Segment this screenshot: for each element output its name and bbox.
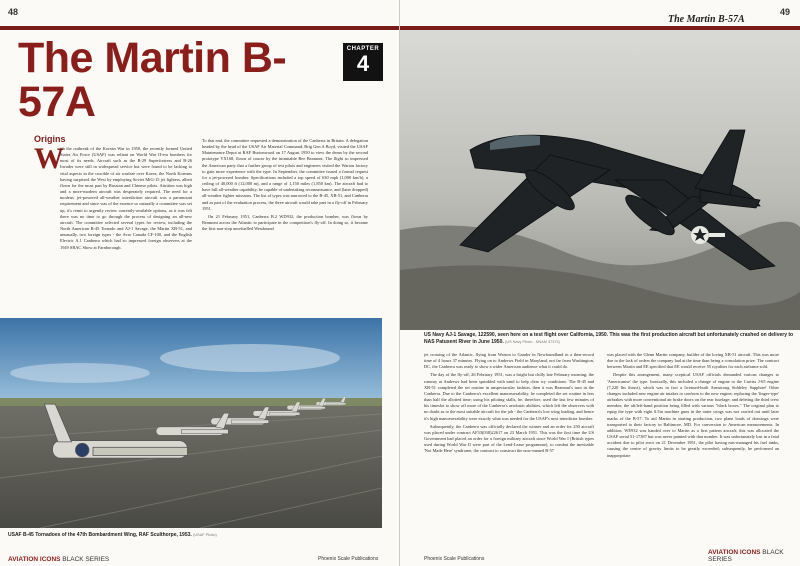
- paragraph: Subsequently, the Canberra was officially declared the winner and an order for 250 aircraft was placed under contract AF33(038)22617 on 23 March 1951. This was the first time the US Government had placed an order for a foreign military aircraft since World War I (British types used during World War II were part of the Lend-Lease programme), to combat the inevitable 'Not Made Here' syndrome, the contract to construct the now-named B-57: [424, 423, 594, 454]
- running-head: The Martin B-57A: [668, 14, 745, 25]
- paragraph: The day of the fly-off, 26 February 1951, was a bright but chilly late February morning; the runway at Andrews had been sprinkled with sand to help clear icy conditions. The B-45 and XB-51 completed the set routine in unspectacular fashion, then it was Beamont's turn in the Canberra. Due to the Canberra's excellent manoeuvrability, he completed the set routine in less than half the allotted time; using his piloting skills, he, therefore, used the last few minutes of his timeslot to show off more of the Canberra's aerobatic abilities, which left the observers with no doubt as to the most suitable aircraft for the job - the Canberra's low wing loading, and hence it's high manoeuvrability were exactly what was needed for the USAF's next interdictor bomber.: [424, 372, 594, 421]
- series-brand: [708, 549, 800, 563]
- aj1-savage-photo: [400, 30, 800, 330]
- chapter-title: The Martin B-57A: [18, 34, 287, 126]
- chapter-label: CHAPTER: [346, 46, 380, 52]
- photo-caption: [424, 332, 794, 346]
- accent-bar: [0, 26, 400, 30]
- b45-tornado-photo: [0, 318, 382, 528]
- caption-text: US Navy AJ-1 Savage, 122590, seen here on a test flight over California, 1950. This was the first production aircraft but unfortunately crashed on delivery to NAS Patuxent River in June 1950.: [424, 332, 794, 345]
- brand-name: AVIATION ICONS: [8, 556, 61, 563]
- savage-aircraft-image: [400, 30, 800, 330]
- brand-series: BLACK SERIES: [708, 549, 784, 563]
- photo-caption: [8, 532, 378, 539]
- section-heading: Origins: [34, 134, 66, 144]
- paragraph: ith the outbreak of the Korean War in 1950, the recently formed United States Air Force (USAF) was reliant on World War II-era bombers for most of its needs. Aircraft such as the B-29 Superfortress and B-26 Invader were still in widespread service but were found to be lacking to vital aspects in the crucible of air warfare over Korea, the North Koreans having surprised the West by employing Soviet MiG-15 jet fighters, albeit flown for the most part by Russian and Chinese pilots. Attrition was high and a more-modern aircraft was desperately required. The need for a modern, jet-powered all-weather interdiction aircraft was a paramount requirement and since was of the essence so naturally a committee was set up, it's remit to urgently review currently-available options, as it was felt there was no time to go through the process of designing an all-new aircraft. The committee selected several types for review, including the North American B-45 Tornado and AJ-1 Savage, the Martin XB-51, and unusually, two foreign types - the Avro Canada CF-100, and the English Electric A.1 Canberra which had so impressed foreign observers at the 1949 SBAC Show at Farnborough.: [60, 146, 192, 250]
- right-page: [400, 0, 800, 566]
- text-column-2: [202, 138, 368, 314]
- page-number: 48: [8, 7, 19, 17]
- chapter-number: 4: [356, 51, 370, 76]
- paragraph: was placed with the Glenn Martin company, builder of the loving XB-51 aircraft. This was more due to the lack of orders the company had at the time than being a consolation prize. The contract between Martin and EE specified that EE would receive 55 royalties for each airframe sold.: [607, 352, 779, 370]
- brand-name: AVIATION ICONS: [708, 549, 761, 556]
- publisher: Phoenix Scale Publications: [424, 556, 485, 562]
- paragraph: On 21 February 1951, Canberra B.2 WD932, the production bomber, was flown by Beamont across the Atlantic to participate in the competition's fly-off. In doing so, it became the first non-stop unrefuelled Westbound: [202, 213, 368, 232]
- caption-text: USAF B-45 Tornadoes of the 47th Bombardment Wing, RAF Sculthorpe, 1953.: [8, 532, 192, 538]
- text-column-1: [424, 352, 594, 548]
- paragraph: To that end, the committee requested a demonstration of the Canberra in Britain. A delegation headed by the head of the USAF Air Material Command, Brig Gen A Boyd, visited the USAF Maintenance Depot at RAF Burtonwood on 17 August 1950 to view the demo by the second prototype VX168, flown of course by the inimitable Bee Beamont. The flight so impressed the American party that a further group of test pilots and engineers visited the Warton factory to gain more experience with the type. In September, the committee issued a formal request for a jet-powered bomber. Specifications included a top speed of 630 mph (1,000 km/h), a ceiling of 40,000 ft (12,000 m), and a range of 1,150 miles (1,850 km). The aircraft had to have full all-weather capability, be capable of undertaking reconnaissance, and (later dropped) all-weather fighter missions. The list of types was narrowed to the B-45, XB-51, and Canberra and as part of the evaluation process, the three aircraft would take part in a fly-off in February 1951.: [202, 138, 368, 211]
- photo-credit: (USAF Photo): [193, 533, 217, 537]
- page-number: 49: [780, 7, 791, 17]
- text-column-1: [34, 142, 192, 316]
- text-column-2: [607, 352, 779, 548]
- chapter-badge: [343, 43, 383, 81]
- photo-credit: (US Navy Photo - NNAM 37373): [505, 340, 560, 344]
- paragraph: Despite this arrangement, many sceptical USAF officials demanded various changes to 'Americanise' the type. Ironically, this included a change of engine to the Curtiss J-65 engine (7,220 lbs thrust), which was in fact a licensed-built Armstrong Siddeley Sapphire! Other changes included new engine air intakes to conform to the new engine; replacing the 'finger-type' airbrakes with more conventional air brake doors on the rear fuselage; and deleting the third crew member, the aft/left-hand position being filled with various "black boxes." The original plan to equip the type with eight 0.5in machine guns in the outer wings was not carried out until later marks of the B-57. To aid Martin in starting production, two plane loads of drawings were transported to their factory in Baltimore, MD. For conversion to American measurements. In addition, WE932 was handed over to Martin as a first pattern aircraft; this was allocated the USAF serial 51-17387 but was never painted with that number. It was unfortunately lost in a fatal accident due to pilot error on 21 December 1951, the pilot having mis-managed his fuel tanks, causing the centre of gravity limits to be greatly exceeded; subsequently, he performed an inappropriate: [607, 372, 779, 458]
- series-brand: [8, 556, 109, 563]
- paragraph: jet crossing of the Atlantic, flying from Warton to Gander in Newfoundland in a then-record time of 4 hours 37 minutes. Flying on to Andrews Field in Maryland, not far from Washington, DC, the Canberra was ready to show a wider American audience what it could do.: [424, 352, 594, 370]
- brand-series: BLACK SERIES: [62, 556, 110, 563]
- airfield-image: [0, 318, 382, 528]
- drop-cap: W: [34, 142, 64, 175]
- publisher: Phoenix Scale Publications: [318, 556, 379, 562]
